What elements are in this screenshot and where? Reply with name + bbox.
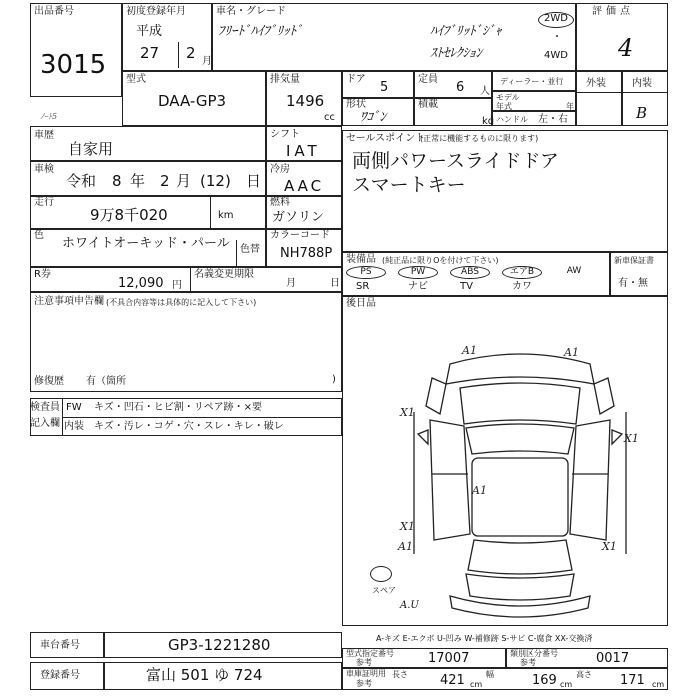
equipment-item-top: AW: [566, 266, 582, 276]
inspection-year-unit: 年: [130, 172, 146, 190]
equipment-item-top: ABS: [450, 266, 490, 279]
damage-mark-6: X1: [400, 520, 415, 533]
notes-sub: (不具合内容等は具体的に記入して下さい): [106, 298, 257, 307]
handle-label: ハンドル: [496, 115, 528, 124]
damage-mark-1: A1: [462, 344, 477, 357]
inspection-day-unit: 日: [246, 172, 262, 190]
equipment-row: [346, 266, 606, 294]
plate-value: 富山 501 ゆ 724: [146, 666, 263, 684]
color-value: ホワイトオーキッド・パール: [62, 236, 230, 251]
class-no-sub: 参考: [520, 658, 536, 667]
equipment-item-bottom: カワ: [512, 281, 532, 292]
dims-sub: 参考: [356, 679, 372, 688]
class-no-label: 類別区分番号: [510, 649, 558, 658]
divider: [236, 240, 237, 267]
dims-length-label: 長さ: [392, 670, 408, 679]
load-label: 積載: [418, 99, 438, 110]
dims-height-unit: cm: [652, 680, 665, 689]
scribble: ﾉｰﾄ5: [40, 112, 58, 121]
equipment-item-bottom: ナビ: [408, 281, 428, 292]
chassis-label: 車台番号: [40, 640, 80, 651]
sales-point-sub: (正常に機能するものに限ります): [420, 134, 539, 143]
equipment-item-top: エアB: [502, 266, 542, 279]
shape-label: 形状: [346, 99, 366, 110]
model-code-label: 型式: [126, 74, 146, 85]
equipment-sub: (純正品に限りOを付けて下さい): [382, 256, 499, 265]
spare-label: スペア: [372, 586, 396, 595]
notes-box: [30, 292, 342, 392]
equipment-item-bottom: TV: [460, 281, 473, 292]
cooling-label: 冷房: [270, 164, 290, 175]
color-label: 色: [34, 230, 44, 241]
registration-era: 平成: [136, 24, 163, 39]
divider: [576, 92, 668, 93]
inspection-era: 令和: [66, 172, 97, 190]
divider: [210, 196, 211, 229]
lot-label: 出品番号: [34, 6, 74, 17]
shape-value: ﾜｺﾞﾝ: [360, 110, 386, 125]
category-box: [30, 126, 266, 161]
recycle-value: 12,090: [118, 276, 164, 291]
damage-mark-5: A1: [472, 484, 487, 497]
color-code-label: カラーコード: [270, 230, 330, 241]
repair-label: 修復歴: [34, 376, 64, 387]
inspection-month-unit: 月: [176, 172, 192, 190]
damage-mark-8: A1: [398, 540, 413, 553]
registration-label: 初度登録年月: [126, 6, 186, 17]
interior-value: B: [636, 104, 648, 122]
name-grade-line2: ｽﾄｾﾚｸｼｮﾝ: [430, 46, 482, 61]
dims-label: 車庫証明用: [346, 669, 386, 678]
inspector-interior-text: キズ・汚レ・コゲ・穴・スレ・キレ・破レ: [94, 421, 284, 432]
dims-length: 421: [440, 673, 465, 688]
mileage-unit: km: [218, 210, 234, 221]
inspection-month: 2: [160, 172, 170, 190]
damage-mark-7: X1: [602, 540, 617, 553]
drive-2wd: 2WD: [544, 13, 568, 24]
shift-label: シフト: [270, 129, 300, 140]
recycle-label: R券: [34, 269, 51, 280]
shift-value: IAT: [286, 142, 321, 160]
name-model: ﾌﾘｰﾄﾞﾊｲﾌﾞﾘｯﾄﾞ: [218, 24, 303, 39]
inspector-label-2: 記入欄: [30, 418, 60, 429]
lot-number: 3015: [40, 50, 107, 80]
divider: [190, 267, 191, 292]
spare-mark: A.U: [400, 600, 419, 611]
sales-point-line1: 両側パワースライドドア: [352, 150, 559, 172]
category-label: 車歴: [34, 130, 54, 141]
registration-month-unit: 月: [202, 56, 212, 67]
spare-tire-icon: [370, 566, 392, 582]
fuel-label: 燃料: [270, 197, 290, 208]
repair-bracket: ): [332, 374, 336, 385]
inspector-fw: FW: [66, 402, 82, 413]
warranty-label: 新車保証書: [614, 256, 654, 265]
dims-width: 169: [532, 673, 557, 688]
sales-point-line2: スマートキー: [352, 174, 466, 196]
dims-width-unit: cm: [560, 680, 573, 689]
category-value: 自家用: [68, 140, 114, 158]
warranty-value: 有・無: [618, 278, 648, 289]
doors-label: ドア: [346, 74, 366, 85]
exterior-label: 外装: [586, 78, 606, 89]
capacity-label: 定員: [418, 74, 438, 85]
model-year-unit: 年: [566, 102, 574, 111]
score-label: 評価点: [592, 6, 634, 17]
notes-label: 注意事項申告欄: [34, 296, 104, 307]
color-change-label: 色替: [240, 244, 260, 255]
cooling-value: AAC: [284, 177, 325, 195]
displacement-unit: cc: [324, 112, 335, 123]
equipment-item-bottom: SR: [356, 281, 370, 292]
displacement-label: 排気量: [270, 74, 300, 85]
repair-value: 有（箇所: [86, 376, 126, 387]
inspector-label-1: 検査員: [30, 402, 60, 413]
type-spec-label: 型式指定番号: [346, 649, 394, 658]
legend: A-キズ E-エクボ U-凹み W-補修跡 S-サビ C-腐食 XX-交換済: [376, 634, 593, 643]
drive-dot: ・: [552, 32, 562, 43]
registration-year: 27: [140, 44, 160, 62]
inspection-year: 8: [112, 172, 122, 190]
dims-length-unit: cm: [470, 680, 483, 689]
type-spec-sub: 参考: [356, 658, 372, 667]
model-code-value: DAA-GP3: [158, 92, 227, 110]
equipment-item-top: PS: [346, 266, 386, 279]
equipment-item-top: PW: [398, 266, 438, 279]
inspector-fw-text: キズ・凹石・ヒビ割・リペア跡・×要: [94, 402, 262, 413]
handle-value: 左・右: [538, 114, 568, 125]
dims-height-label: 高さ: [576, 670, 592, 679]
rear-seat-label: 後日品: [346, 298, 376, 309]
class-no-value: 0017: [596, 651, 630, 666]
divider: [178, 42, 179, 68]
capacity-value: 6: [456, 80, 465, 95]
meigi-day: 日: [330, 278, 340, 289]
drive-4wd: 4WD: [544, 50, 568, 61]
type-spec-value: 17007: [428, 651, 470, 666]
equipment-label: 装備品: [346, 254, 376, 265]
mileage-value: 9万8千020: [90, 206, 168, 224]
car-diagram: [380, 334, 660, 624]
meigi-month: 月: [286, 278, 296, 289]
load-unit: kg: [482, 116, 495, 127]
displacement-value: 1496: [286, 92, 325, 110]
registration-month: 2: [186, 44, 196, 62]
dealer-label: ディーラー・並行: [500, 77, 564, 86]
inspection-label: 車検: [34, 164, 54, 175]
plate-label: 登録番号: [40, 670, 80, 681]
color-code-value: NH788P: [280, 246, 333, 261]
interior-label: 内装: [632, 78, 652, 89]
capacity-unit: 人: [480, 86, 490, 97]
dims-width-label: 幅: [486, 670, 494, 679]
meigi-label: 名義変更期限: [194, 269, 254, 280]
name-grade-line1: ﾊｲﾌﾞﾘｯﾄﾞｼﾞｬ: [430, 24, 502, 39]
score-value: 4: [618, 34, 634, 62]
damage-mark-4: X1: [624, 432, 639, 445]
doors-value: 5: [380, 80, 389, 95]
chassis-value: GP3-1221280: [168, 636, 271, 654]
inspection-day: (12): [200, 172, 231, 190]
sales-point-label: セールスポイント: [346, 133, 426, 144]
damage-mark-3: X1: [400, 406, 415, 419]
drive-2wd-circle: [538, 12, 574, 28]
mileage-label: 走行: [34, 197, 54, 208]
divider: [62, 417, 342, 418]
inspector-interior: 内装: [64, 421, 84, 432]
model-year-label: モデル年式: [496, 93, 520, 111]
fuel-value: ガソリン: [272, 210, 325, 225]
dims-height: 171: [620, 673, 645, 688]
name-label: 車名・グレード: [216, 6, 286, 17]
damage-mark-2: A1: [564, 346, 579, 359]
recycle-unit: 円: [172, 280, 182, 291]
